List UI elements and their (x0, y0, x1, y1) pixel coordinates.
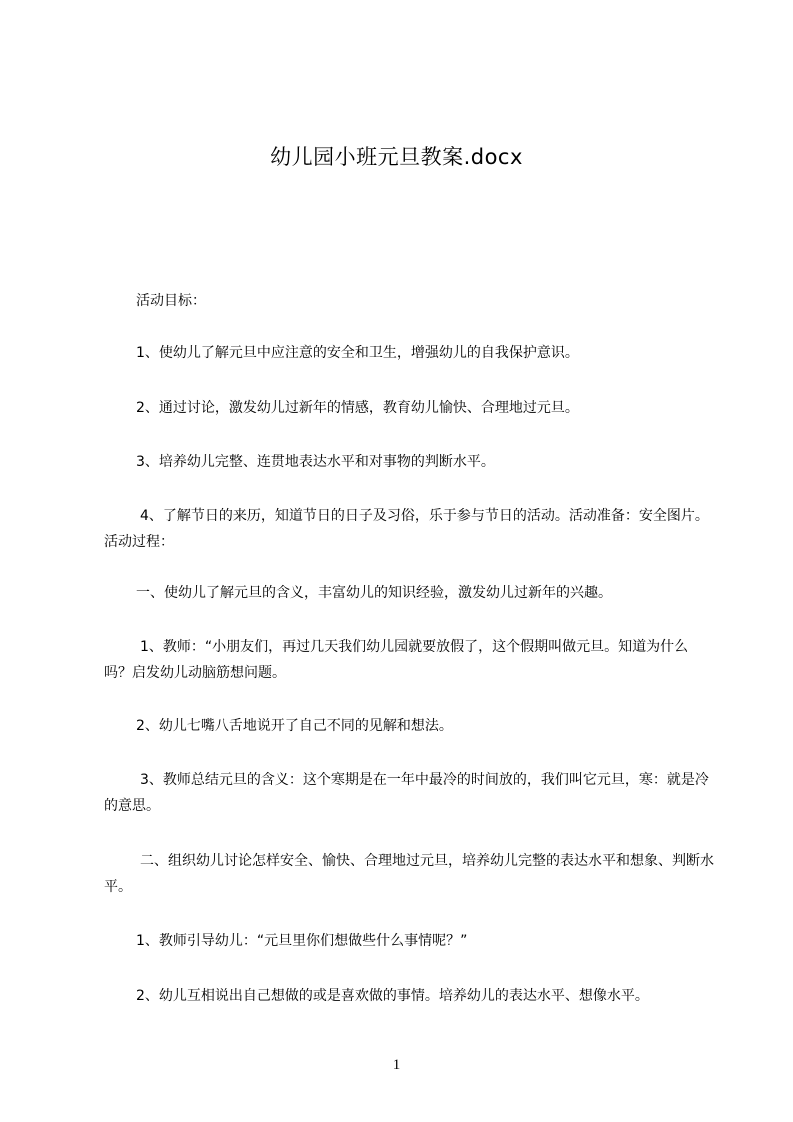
paragraph-objective-3: 3、培养幼儿完整、连贯地表达水平和对事物的判断水平。 (136, 454, 495, 470)
paragraph-section-1-step-1: 1、教师：“小朋友们，再过几天我们幼儿园就要放假了，这个假期叫做元旦。知道为什么吗？启发幼儿动脑筋想问题。 (104, 639, 689, 681)
paragraph-objectives-heading: 活动目标： (136, 293, 206, 309)
paragraph-section-2-heading: 二、组织幼儿讨论怎样安全、愉快、合理地过元旦，培养幼儿完整的表达水平和想象、判断水平。 (104, 853, 714, 895)
paragraph-section-2-step-1: 1、教师引导幼儿：“元旦里你们想做些什么事情呢？” (136, 933, 468, 949)
paragraph-section-1-heading: 一、使幼儿了解元旦的含义，丰富幼儿的知识经验，激发幼儿过新年的兴趣。 (136, 585, 612, 601)
document-title: 幼儿园小班元旦教案.docx (270, 145, 523, 169)
paragraph-objective-2: 2、通过讨论，激发幼儿过新年的情感，教育幼儿愉快、合理地过元旦。 (136, 400, 579, 416)
paragraph-section-1-step-2: 2、幼儿七嘴八舌地说开了自己不同的见解和想法。 (136, 718, 453, 734)
page-number: 1 (392, 1057, 401, 1073)
paragraph-objective-4: 4、了解节日的来历，知道节日的日子及习俗，乐于参与节日的活动。活动准备：安全图片。活动过程： (104, 508, 709, 550)
paragraph-section-1-step-3: 3、教师总结元旦的含义：这个寒期是在一年中最冷的时间放的，我们叫它元旦，寒：就是冷的意思。 (104, 772, 709, 814)
paragraph-section-2-step-2: 2、幼儿互相说出自己想做的或是喜欢做的事情。培养幼儿的表达水平、想像水平。 (136, 988, 649, 1004)
paragraph-objective-1: 1、使幼儿了解元旦中应注意的安全和卫生，增强幼儿的自我保护意识。 (136, 345, 579, 361)
